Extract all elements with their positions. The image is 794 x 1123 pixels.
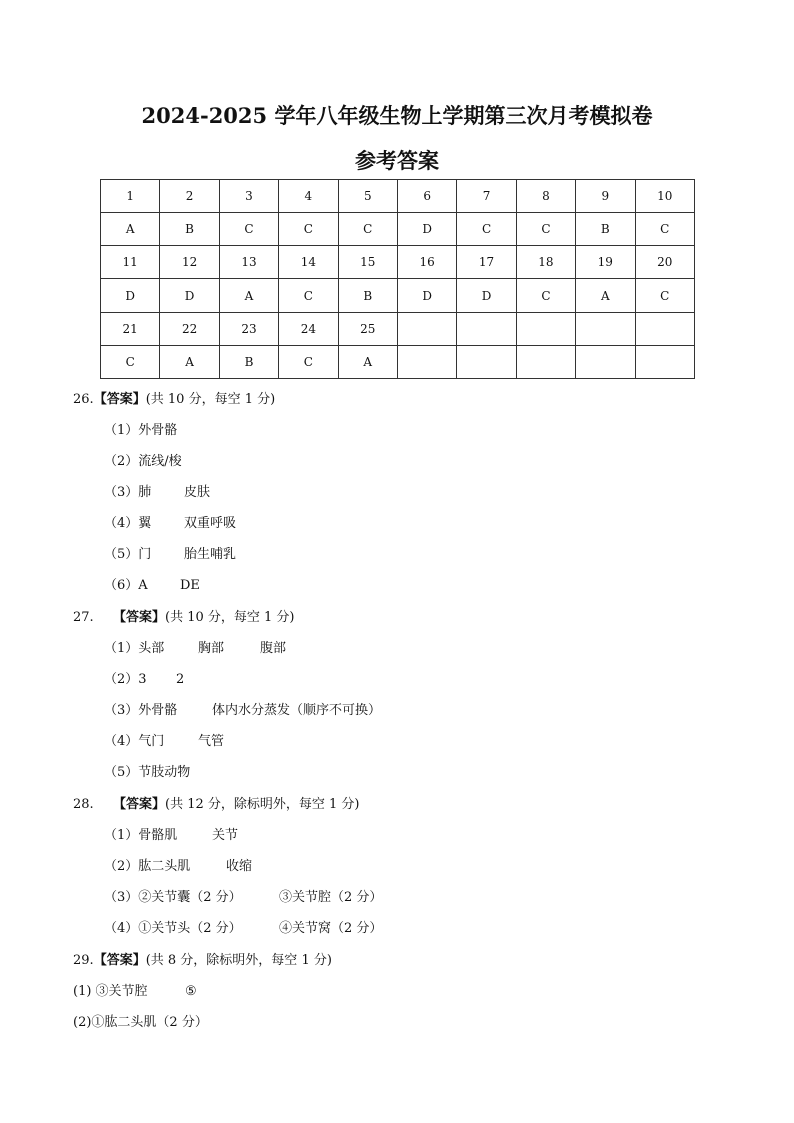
q29-number: 29. (73, 953, 94, 968)
q28-item-3-a: （3）②关节囊（2 分） (104, 890, 242, 905)
q28-item-1-b: 关节 (212, 828, 239, 843)
q27-item-2-b: 2 (176, 672, 185, 687)
q28-item-2-b: 收缩 (226, 859, 253, 874)
table-cell (457, 345, 516, 378)
q26-item-5 (104, 543, 236, 562)
table-cell: 11 (101, 246, 160, 279)
q27-item-1-a: （1）头部 (104, 641, 165, 656)
q26-item-3-a: （3）肺 (104, 485, 152, 500)
table-cell: 18 (516, 246, 575, 279)
q28-number: 28. (73, 797, 94, 812)
table-cell: B (576, 213, 635, 246)
q27-item-3-a: （3）外骨骼 (104, 703, 178, 718)
table-row-answers (101, 213, 695, 246)
q26-item-6-b: DE (180, 578, 200, 593)
table-cell: C (279, 213, 338, 246)
q26-item-1-a: （1）外骨骼 (104, 423, 178, 438)
q28-item-3 (104, 886, 382, 905)
table-row-numbers (101, 246, 695, 279)
table-cell (516, 345, 575, 378)
q29-item-1-a: (1) ③关节腔 (73, 984, 148, 999)
q26-tag: 【答案】 (93, 392, 146, 407)
q28-item-4-b: ④关节窝（2 分） (279, 921, 383, 936)
table-cell: A (160, 345, 219, 378)
table-cell: 3 (219, 180, 278, 213)
q26-item-4-a: （4）翼 (104, 516, 152, 531)
q27-item-4-a: （4）气门 (104, 734, 165, 749)
table-cell: D (397, 279, 456, 312)
table-cell: C (635, 213, 694, 246)
table-cell: 22 (160, 312, 219, 345)
table-cell (635, 345, 694, 378)
q26-item-4 (104, 512, 236, 531)
table-cell: C (635, 279, 694, 312)
q27-item-4-b: 气管 (198, 734, 225, 749)
table-cell: D (160, 279, 219, 312)
q26-item-1 (104, 419, 177, 438)
table-cell: 5 (338, 180, 397, 213)
q27-note: (共 10 分，每空 1 分) (165, 610, 295, 625)
q29-item-1 (73, 980, 197, 999)
q27-item-3-b: 体内水分蒸发（顺序不可换） (212, 703, 382, 718)
table-cell: C (516, 279, 575, 312)
q28-heading (73, 793, 360, 812)
q26-item-3 (104, 481, 210, 500)
table-cell: B (160, 213, 219, 246)
q26-item-5-b: 胎生哺乳 (184, 547, 237, 562)
table-cell: 23 (219, 312, 278, 345)
table-cell: A (576, 279, 635, 312)
q26-heading (73, 388, 275, 407)
q26-item-4-b: 双重呼吸 (184, 516, 237, 531)
table-cell (397, 345, 456, 378)
q27-tag: 【答案】 (113, 610, 166, 625)
table-cell: D (457, 279, 516, 312)
table-cell: 13 (219, 246, 278, 279)
q27-number: 27. (73, 610, 94, 625)
q28-item-3-b: ③关节腔（2 分） (279, 890, 383, 905)
table-row-answers (101, 345, 695, 378)
q28-item-1-a: （1）骨骼肌 (104, 828, 178, 843)
table-row-numbers (101, 312, 695, 345)
table-cell: 10 (635, 180, 694, 213)
q29-note: (共 8 分，除标明外，每空 1 分) (145, 953, 332, 968)
q28-item-1 (104, 824, 238, 843)
table-cell: 17 (457, 246, 516, 279)
q27-heading (73, 606, 295, 625)
table-cell: 14 (279, 246, 338, 279)
q26-item-6-a: （6）A (104, 578, 148, 593)
q29-item-2-a: (2)①肱二头肌（2 分） (73, 1015, 208, 1030)
table-cell: 8 (516, 180, 575, 213)
table-cell (576, 345, 635, 378)
q27-item-3 (104, 699, 381, 718)
q27-item-5-a: （5）节肢动物 (104, 765, 191, 780)
table-row-numbers (101, 180, 695, 213)
q26-item-6 (104, 574, 200, 593)
q27-item-2-a: （2）3 (104, 672, 147, 687)
q29-item-2 (73, 1011, 208, 1030)
table-cell: C (101, 345, 160, 378)
q26-note: (共 10 分，每空 1 分) (145, 392, 276, 407)
q27-item-4 (104, 730, 224, 749)
q29-tag: 【答案】 (93, 953, 146, 968)
table-cell: D (101, 279, 160, 312)
q28-item-2-a: （2）肱二头肌 (104, 859, 191, 874)
q28-item-2 (104, 855, 252, 874)
table-cell: A (101, 213, 160, 246)
table-cell (457, 312, 516, 345)
table-row-answers (101, 279, 695, 312)
table-cell (516, 312, 575, 345)
q28-note: (共 12 分，除标明外，每空 1 分) (165, 797, 360, 812)
table-cell (397, 312, 456, 345)
table-cell: 12 (160, 246, 219, 279)
table-cell: C (219, 213, 278, 246)
q27-item-1-b: 胸部 (198, 641, 225, 656)
q27-item-2 (104, 668, 184, 687)
table-cell: 19 (576, 246, 635, 279)
q27-item-1-c: 腹部 (260, 641, 287, 656)
table-cell: 6 (397, 180, 456, 213)
table-cell: 24 (279, 312, 338, 345)
q28-tag: 【答案】 (113, 797, 166, 812)
q29-item-1-b: ⑤ (185, 984, 197, 999)
table-cell: 20 (635, 246, 694, 279)
table-cell: 7 (457, 180, 516, 213)
q26-item-2-a: （2）流线/梭 (104, 454, 182, 469)
q26-item-3-b: 皮肤 (184, 485, 211, 500)
table-cell: C (279, 345, 338, 378)
table-cell: 4 (279, 180, 338, 213)
table-cell: 16 (397, 246, 456, 279)
page-title: 2024-2025 学年八年级生物上学期第三次月考模拟卷 (141, 103, 653, 128)
table-cell: B (338, 279, 397, 312)
table-cell: 2 (160, 180, 219, 213)
table-cell: B (219, 345, 278, 378)
table-cell: A (219, 279, 278, 312)
q28-item-4 (104, 917, 382, 936)
page-subtitle: 参考答案 (355, 148, 439, 173)
table-cell: 15 (338, 246, 397, 279)
table-cell: 25 (338, 312, 397, 345)
q26-item-5-a: （5）门 (104, 547, 152, 562)
table-cell: 21 (101, 312, 160, 345)
table-cell: D (397, 213, 456, 246)
table-cell (635, 312, 694, 345)
q29-heading (73, 949, 332, 968)
table-cell: C (338, 213, 397, 246)
table-cell (576, 312, 635, 345)
q27-item-1 (104, 637, 286, 656)
q27-item-5 (104, 761, 190, 780)
table-cell: 9 (576, 180, 635, 213)
table-cell: C (457, 213, 516, 246)
table-cell: 1 (101, 180, 160, 213)
table-cell: C (279, 279, 338, 312)
q28-item-4-a: （4）①关节头（2 分） (104, 921, 242, 936)
answer-table (100, 179, 695, 379)
table-cell: C (516, 213, 575, 246)
q26-item-2 (104, 450, 182, 469)
table-cell: A (338, 345, 397, 378)
q26-number: 26. (73, 392, 94, 407)
